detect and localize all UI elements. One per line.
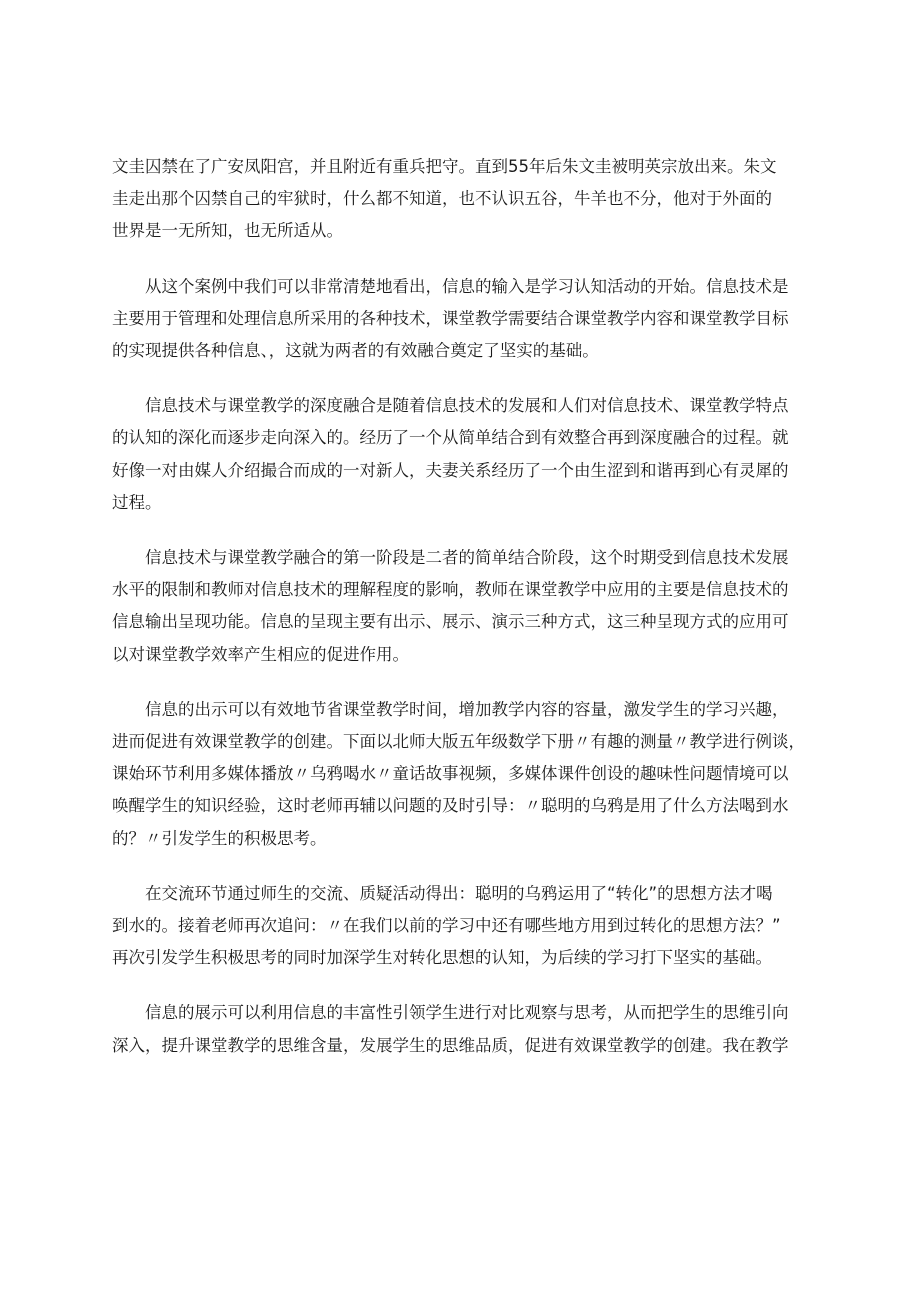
text-line: 信息技术与课堂教学融合的第一阶段是二者的简单结合阶段，这个时期受到信息技术发展 <box>112 548 789 568</box>
text-line: 再次引发学生积极思考的同时加深学生对转化思想的认知，为后续的学习打下坚实的基础。 <box>112 948 772 968</box>
paragraph <box>112 271 814 368</box>
text-line: 好像一对由媒人介绍撮合而成的一对新人，夫妻关系经历了一个由生涩到和谐再到心有灵犀的 <box>112 460 789 480</box>
text-line: 在交流环节通过师生的交流、质疑活动得出：聪明的乌鸦运用了“转化”的思想方法才喝 <box>112 883 773 903</box>
text-line: 从这个案例中我们可以非常清楚地看出，信息的输入是学习认知活动的开始。信息技术是 <box>112 276 789 296</box>
paragraph <box>112 542 814 671</box>
text-line: 主要用于管理和处理信息所采用的各种技术，课堂教学需要结合课堂教学内容和课堂教学目标 <box>112 308 789 328</box>
text-line: 过程。 <box>112 492 162 512</box>
text-line: 的认知的深化而逐步走向深入的。经历了一个从简单结合到有效整合再到深度融合的过程。就 <box>112 428 789 448</box>
text-line: 世界是一无所知，也无所适从。 <box>112 221 343 241</box>
text-line: 文圭囚禁在了广安凤阳宫，并且附近有重兵把守。直到55年后朱文圭被明英宗放出来。朱文 <box>112 157 777 176</box>
text-line: 进而促进有效课堂教学的创建。下面以北师大版五年级数学下册〃有趣的测量〃教学进行例谈， <box>112 732 805 752</box>
document-body <box>112 151 814 1085</box>
text-line: 水平的限制和教师对信息技术的理解程度的影响，教师在课堂教学中应用的主要是信息技术的 <box>112 580 789 600</box>
paragraph <box>112 694 814 855</box>
paragraph <box>112 390 814 519</box>
paragraph <box>112 151 814 248</box>
text-line: 以对课堂教学效率产生相应的促进作用。 <box>112 644 409 664</box>
text-line: 信息技术与课堂教学的深度融合是随着信息技术的发展和人们对信息技术、课堂教学特点 <box>112 396 789 416</box>
text-line: 到水的。接着老师再次追问：〃在我们以前的学习中还有哪些地方用到过转化的思想方法？” <box>112 916 781 936</box>
text-line: 深入，提升课堂教学的思维含量，发展学生的思维品质，促进有效课堂教学的创建。我在教学 <box>112 1035 789 1055</box>
text-line: 信息输出呈现功能。信息的呈现主要有出示、展示、演示三种方式，这三种呈现方式的应用可 <box>112 612 789 632</box>
paragraph <box>112 997 814 1061</box>
paragraph <box>112 878 814 975</box>
text-line: 课始环节利用多媒体播放〃乌鸦喝水〃童话故事视频，多媒体课件创设的趣味性问题情境可以 <box>112 764 789 784</box>
text-line: 唤醒学生的知识经验，这时老师再辅以问题的及时引导：〃聪明的乌鸦是用了什么方法喝到水 <box>112 796 789 816</box>
text-line: 圭走出那个囚禁自己的牢狱时，什么都不知道，也不认识五谷，牛羊也不分，他对于外面的 <box>112 189 772 209</box>
text-line: 的？〃引发学生的积极思考。 <box>112 828 327 848</box>
text-line: 的实现提供各种信息、，这就为两者的有效融合奠定了坚实的基础。 <box>112 341 599 361</box>
text-line: 信息的展示可以利用信息的丰富性引领学生进行对比观察与思考，从而把学生的思维引向 <box>112 1003 789 1023</box>
text-line: 信息的出示可以有效地节省课堂教学时间，增加教学内容的容量，激发学生的学习兴趣， <box>112 699 789 719</box>
